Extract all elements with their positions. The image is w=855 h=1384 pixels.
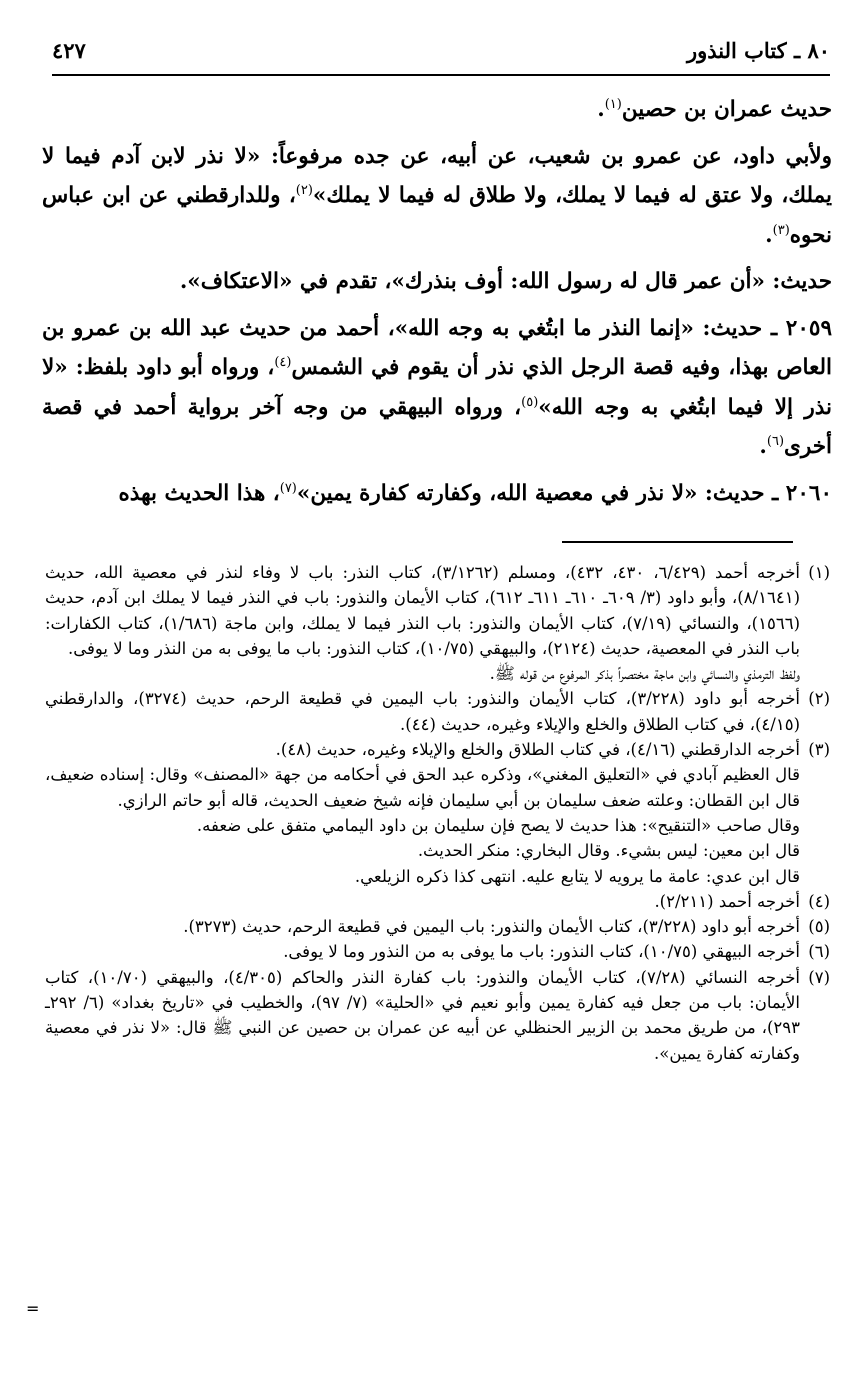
- footnote-continuation: وقال صاحب «التنقيح»: هذا حديث لا يصح فإن سليمان بن داود اليمامي متفق على ضعفه.: [196, 815, 800, 835]
- footnote-5: [45, 914, 830, 939]
- continuation-mark: =: [26, 1299, 40, 1318]
- footnote-7: [45, 965, 830, 1066]
- footnote-ref-1[interactable]: (١): [604, 96, 622, 112]
- footnote-text: أخرجه أبو داود (٣/٢٢٨)، كتاب الأيمان والنذور: باب اليمين في قطيعة الرحم، حديث (٣٢٧٤)، والدارقطني (٤/١٥)، في كتاب الطلاق والخلع والإيلاء وغيره، حديث (٤٤).: [45, 689, 800, 734]
- footnote-ref-2[interactable]: (٢): [295, 182, 313, 198]
- footnote-text: أخرجه أحمد (٢/٢١١).: [654, 891, 800, 911]
- footnote-ref-5[interactable]: (٥): [521, 394, 539, 410]
- footnote-text: أخرجه أبو داود (٣/٢٢٨)، كتاب الأيمان والنذور: باب اليمين في قطيعة الرحم، حديث (٣٢٧٣).: [183, 917, 800, 937]
- footnote-divider: [562, 541, 793, 543]
- footnote-continuation: قال ابن معين: ليس بشيء. وقال البخاري: منكر الحديث.: [417, 841, 800, 861]
- footnote-ref-6[interactable]: (٦): [766, 433, 785, 449]
- footnote-number: (٥): [808, 917, 830, 937]
- footnote-number: (٢): [808, 689, 830, 709]
- footnote-ref-3[interactable]: (٣): [772, 222, 790, 238]
- page-number: ٤٢٧: [52, 38, 86, 63]
- header-rule: [52, 74, 830, 76]
- footnote-text: أخرجه الدارقطني (٤/١٦)، في كتاب الطلاق والخلع والإيلاء وغيره، حديث (٤٨).: [275, 740, 800, 760]
- paragraph-2: ولأبي داود، عن عمرو بن شعيب، عن أبيه، عن جده مرفوعاً: «لا نذر لابن آدم فيما لا يملك، ولا عتق له فيما لا يملك، ولا طلاق له فيما لا يملك»$^{(٢)}$، وللدارقطني عن ابن عباس نحوه$^{(٣)}$.: [42, 143, 833, 248]
- main-text: [42, 90, 832, 520]
- footnote-ref-4[interactable]: (٤): [274, 354, 292, 370]
- footnote-number: (٧): [808, 967, 830, 987]
- footnote-number: (٣): [808, 740, 830, 760]
- footnote-number: (٤): [808, 891, 830, 911]
- footnote-2: [45, 686, 830, 737]
- footnote-ref-7[interactable]: (٧): [279, 480, 297, 496]
- paragraph-3: حديث: «أن عمر قال له رسول الله: أوف بنذرك»، تقدم في «الاعتكاف».: [179, 269, 832, 294]
- paragraph-1: حديث عمران بن حصين$^{(١)}$.: [597, 96, 832, 122]
- footnote-6: [45, 939, 830, 964]
- footnote-number: (٦): [808, 942, 830, 962]
- footnote-text: أخرجه البيهقي (١٠/٧٥)، كتاب النذور: باب ما يوفى به من النذور وما لا يوفى.: [283, 942, 800, 962]
- footnote-continuation: ولفظ الترمذي والنسائي وابن ماجة مختصراً بذكر المرفوع من قوله ﷺ.: [489, 664, 800, 684]
- hadith-2059: ٢٠٥٩ ـ حديث: «إنما النذر ما ابتُغي به وجه الله»، أحمد من حديث عبد الله بن عمرو بن العاص بهذا، وفيه قصة الرجل الذي نذر أن يقوم في الشمس$^{(٤)}$، ورواه أبو داود بلفظ: «لا نذر إلا فيما ابتُغي به وجه الله»$^{(٥)}$، ورواه البيهقي من وجه آخر برواية أحمد في قصة أخرى$^{(٦)}$.: [42, 315, 833, 459]
- chapter-title: ٨٠ ـ كتاب النذور: [686, 38, 830, 63]
- footnote-text: أخرجه أحمد (٦/٤٢٩، ٤٣٠، ٤٣٢)، ومسلم (٣/١٢٦٢)، كتاب النذر: باب لا وفاء لنذر في معصية الله، حديث (٨/١٦٤١)، وأبو داود (٣/ ٦٠٩ـ ٦١٠ـ ٦١١ـ ٦١٢)، كتاب الأيمان والنذور: باب في النذر فيما لا يملك ابن آدم، حديث (١٥٦٦)، والنسائي (٧/١٩)، كتاب الأيمان والنذور: باب النذر فيما لا يملك، وابن ماجة (١/٦٨٦)، كتاب الكفارات: باب النذر في المعصية، حديث (٢١٢٤)، والبيهقي (١٠/٧٥)، كتاب النذور: باب ما يوفى به من النذر وما لا يوفى.: [45, 563, 801, 658]
- footnotes: [45, 560, 830, 1066]
- footnote-3: [45, 737, 830, 889]
- footnote-1: [45, 560, 830, 686]
- footnote-text: أخرجه النسائي (٧/٢٨)، كتاب الأيمان والنذور: باب كفارة النذر والحاكم (٤/٣٠٥)، والبيهقي (١٠/٧٠)، كتاب الأيمان: باب من جعل فيه كفارة يمين وأبو نعيم في «الحلية» (٧/ ٩٧)، والخطيب في «تاريخ بغداد» (٦/ ٢٩٢ـ ٢٩٣)، من طريق محمد بن الزبير الحنظلي عن أبيه عن عمران بن حصين عن النبي ﷺ قال: «لا نذر في معصية وكفارته كفارة يمين».: [45, 967, 800, 1063]
- footnote-continuation: قال ابن عدي: عامة ما يرويه لا يتابع عليه. انتهى كذا ذكره الزيلعي.: [354, 866, 800, 886]
- page-header: [52, 38, 830, 68]
- footnote-4: [45, 889, 830, 914]
- hadith-2060: ٢٠٦٠ ـ حديث: «لا نذر في معصية الله، وكفارته كفارة يمين»$^{(٧)}$، هذا الحديث بهذه: [118, 480, 832, 506]
- footnote-number: (١): [808, 563, 830, 582]
- footnote-continuation: قال العظيم آبادي في «التعليق المغني»، وذكره عبد الحق في أحكامه من جهة «المصنف» وقال: إسناده ضعيف، قال ابن القطان: وعلته ضعف سليمان بن أبي سليمان فإنه شيخ ضعيف الحديث، قاله أبو حاتم الرازي.: [45, 765, 800, 810]
